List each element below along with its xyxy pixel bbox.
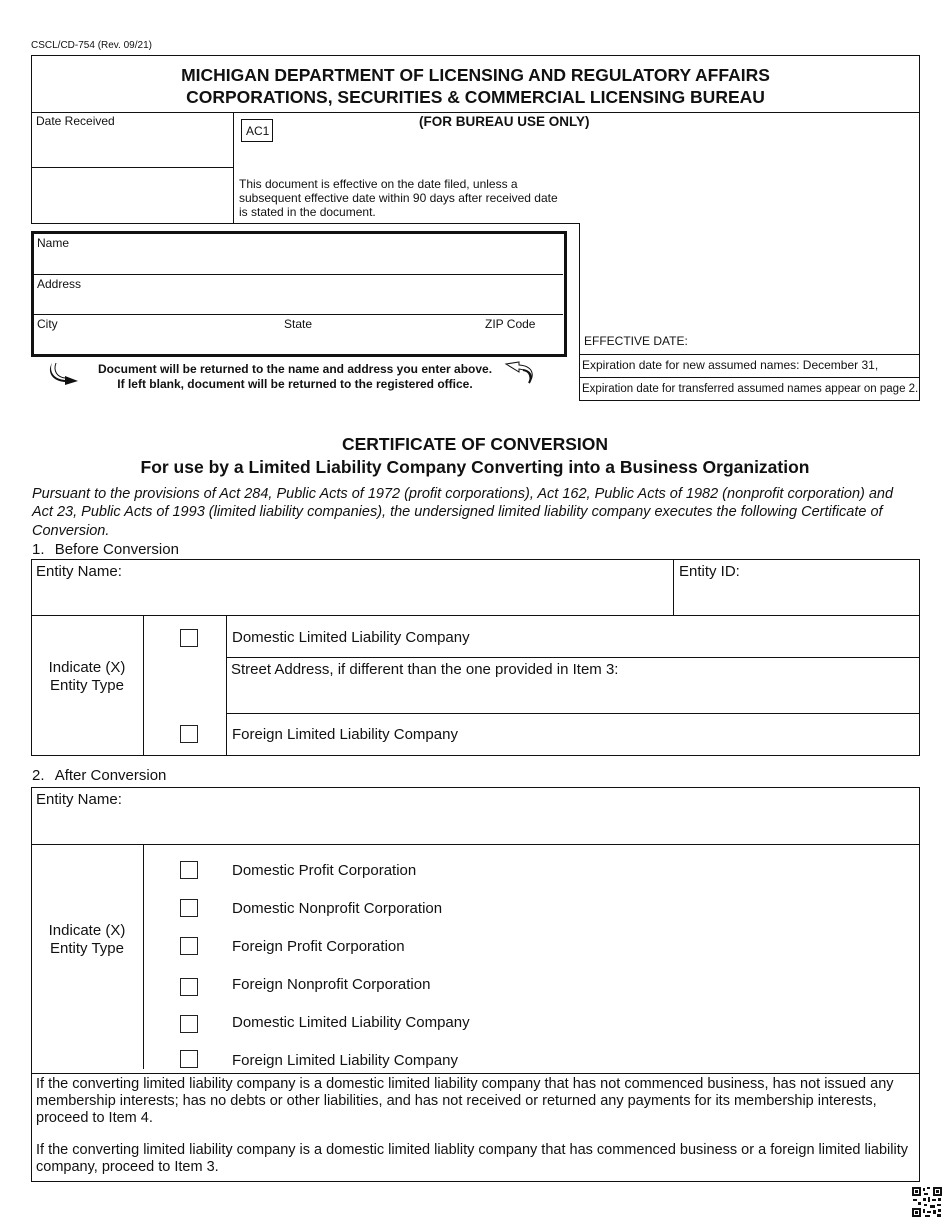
section1-title: Before Conversion [54,541,179,558]
before-indicate-line1: Indicate (X) [48,659,126,676]
state-label: State [284,317,313,331]
after-foreign-nonprofit-checkbox[interactable] [180,978,198,996]
header-line1: MICHIGAN DEPARTMENT OF LICENSING AND REGULATORY AFFAIRS [181,65,770,85]
after-note-2: If the converting limited liability company is a domestic limited liablity company that has commenced business or a foreign limited liability company, proceed to Item 3. [36,1142,908,1175]
form-code: CSCL/CD-754 (Rev. 09/21) [31,40,152,51]
section1-heading [32,541,179,558]
after-domestic-llc-checkbox[interactable] [180,1015,198,1033]
city-label: City [37,317,58,331]
section2-number: 2. [32,767,45,784]
header-line2: CORPORATIONS, SECURITIES & COMMERCIAL LICENSING BUREAU [186,87,765,107]
street-address-label: Street Address, if different than the one provided in Item 3: [231,661,619,678]
effective-date-label: EFFECTIVE DATE: [584,334,688,348]
return-address-box [31,231,567,357]
after-foreign-llc-label: Foreign Limited Liability Company [232,1052,458,1069]
return-arrow-left-icon [47,361,81,385]
after-entity-name-field[interactable] [34,810,916,841]
name-label: Name [37,236,70,250]
address-label: Address [37,277,82,291]
certificate-title: CERTIFICATE OF CONVERSION [341,434,609,454]
bureau-use-label: (FOR BUREAU USE ONLY) [419,114,590,129]
header-box [31,55,920,113]
section2-title: After Conversion [54,767,167,784]
after-foreign-llc-checkbox[interactable] [180,1050,198,1068]
return-note-line2: If left blank, document will be returned to the registered office. [117,376,473,391]
qr-code-icon [911,1186,943,1218]
intro-text: Pursuant to the provisions of Act 284, Public Acts of 1972 (profit corporations), Act 162, Public Acts of 1982 (nonprofit corporation) and Act 23, Public Acts of 1993 (limited liability companies), the undersigned limited liability company executes the following Certificate of Conversion. [32,486,894,539]
before-indicate-label [31,659,143,695]
before-foreign-llc-checkbox[interactable] [180,725,198,743]
before-domestic-llc-checkbox[interactable] [180,629,198,647]
before-entity-name-label: Entity Name: [36,563,122,580]
street-address-field[interactable] [229,680,917,710]
after-foreign-nonprofit-label: Foreign Nonprofit Corporation [232,976,431,993]
after-note-1: If the converting limited liability company is a domestic limited liability company that has not commenced business, has not issued any membership interests; has no debts or other liabilities, and has not received or returned any payments for its membership interests, proceed to Item 4. [36,1076,894,1126]
expiration-new-label: Expiration date for new assumed names: December 31, [582,358,879,372]
zip-label: ZIP Code [485,317,536,331]
after-indicate-line1: Indicate (X) [48,922,126,939]
address-field[interactable] [34,290,562,315]
after-entity-name-label: Entity Name: [36,791,122,808]
before-entity-id-label: Entity ID: [679,563,740,580]
before-indicate-line2: Entity Type [50,677,124,694]
return-arrow-right-icon [503,361,537,385]
after-foreign-profit-checkbox[interactable] [180,937,198,955]
state-field[interactable] [284,330,474,354]
effective-note: This document is effective on the date filed, unless a subsequent effective date within 90 days after received date is stated in the document. [239,177,558,219]
expiration-transferred-label: Expiration date for transferred assumed names appear on page 2. [582,383,919,395]
date-received-label: Date Received [36,114,115,128]
after-domestic-llc-label: Domestic Limited Liability Company [232,1014,470,1031]
after-foreign-profit-label: Foreign Profit Corporation [232,938,405,955]
after-domestic-nonprofit-label: Domestic Nonprofit Corporation [232,900,443,917]
return-note [82,362,508,391]
ac1-box: AC1 [241,119,273,142]
after-indicate-line2: Entity Type [50,940,124,957]
before-entity-id-field[interactable] [676,582,916,612]
city-field[interactable] [34,330,274,354]
after-domestic-profit-checkbox[interactable] [180,861,198,879]
after-domestic-profit-label: Domestic Profit Corporation [232,862,417,879]
zip-field[interactable] [485,330,562,354]
name-field[interactable] [34,249,562,274]
after-indicate-label [31,922,143,958]
return-note-line1: Document will be returned to the name and address you enter above. [97,362,493,376]
before-foreign-llc-label: Foreign Limited Liability Company [232,726,458,743]
section2-heading [32,767,166,784]
certificate-subtitle: For use by a Limited Liability Company Converting into a Business Organization [140,457,810,477]
before-entity-name-field[interactable] [34,582,670,612]
section1-number: 1. [32,541,45,558]
after-domestic-nonprofit-checkbox[interactable] [180,899,198,917]
before-domestic-llc-label: Domestic Limited Liability Company [232,629,470,646]
